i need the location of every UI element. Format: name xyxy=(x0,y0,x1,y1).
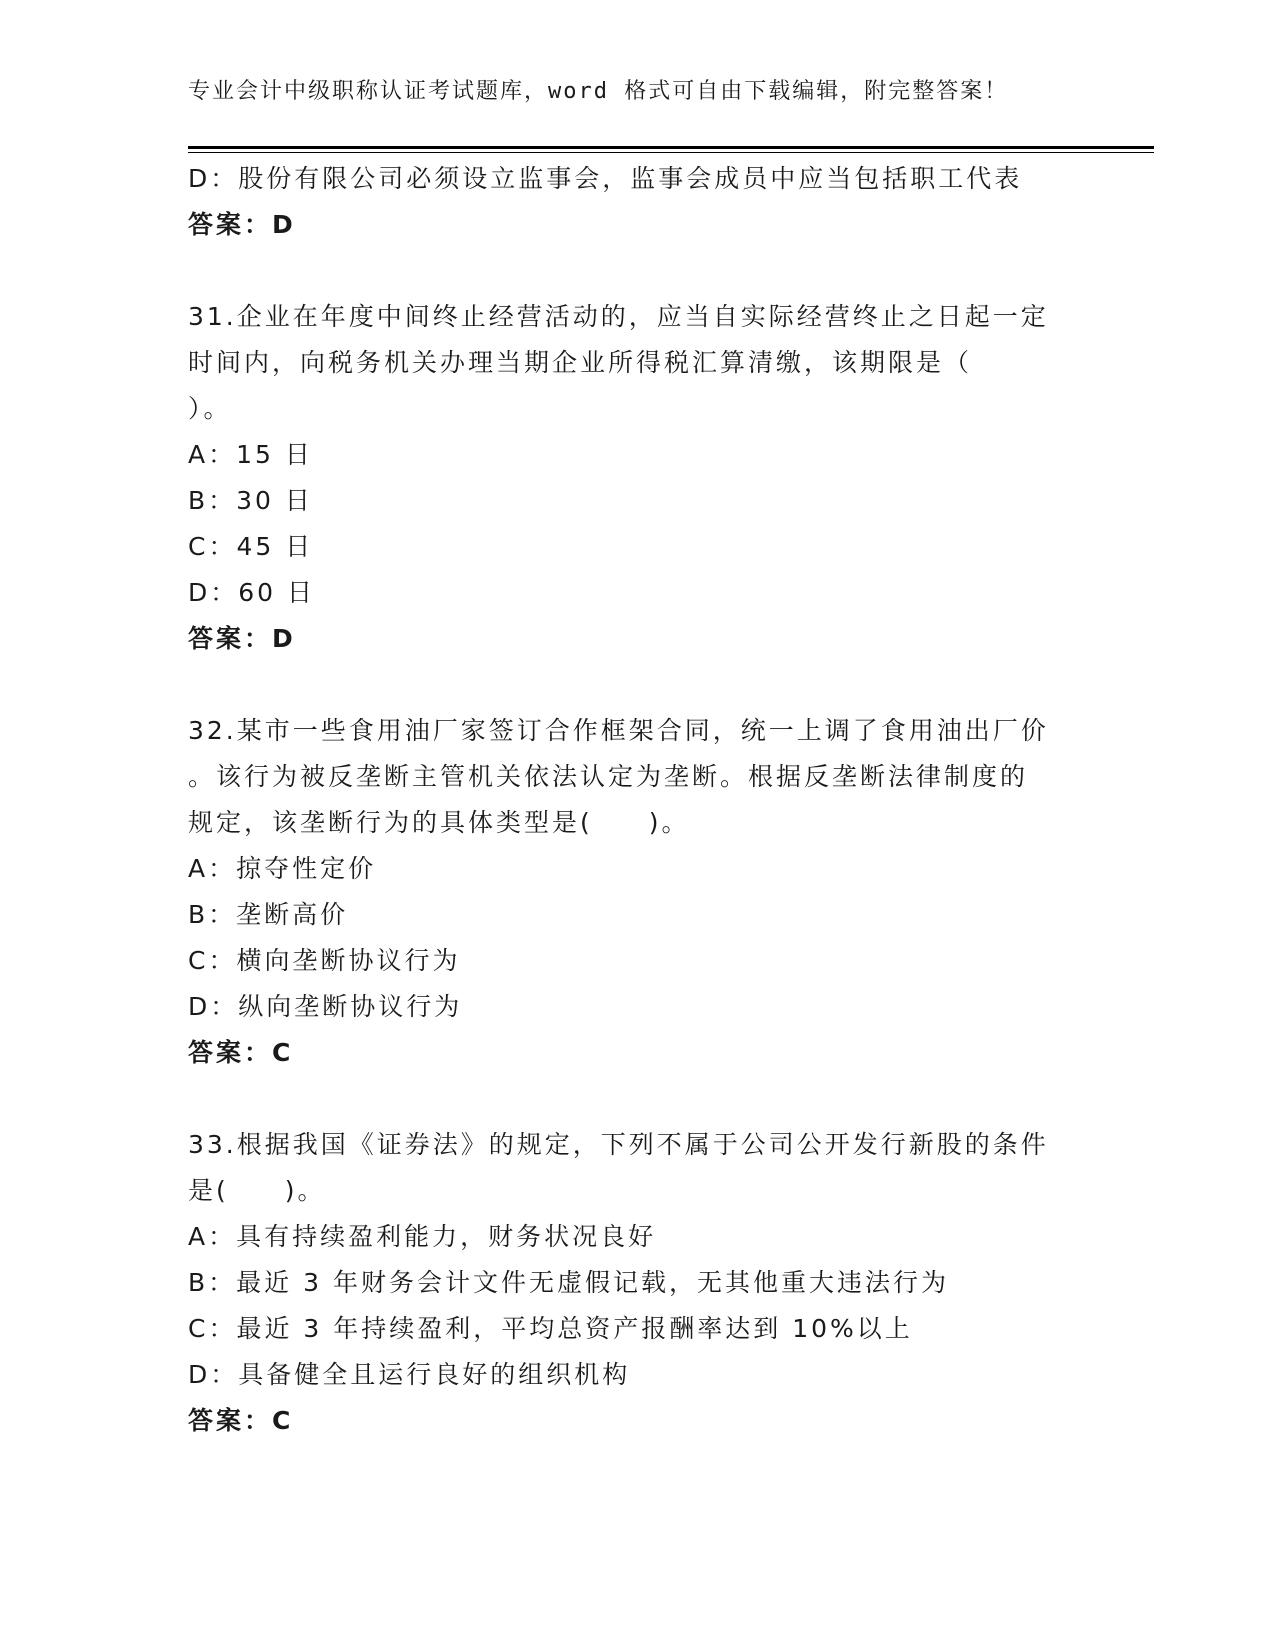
option-a: A：掠夺性定价 xyxy=(188,854,377,883)
question-list xyxy=(188,156,1088,1444)
option-d: D：纵向垄断协议行为 xyxy=(188,992,463,1021)
option-a: A：具有持续盈利能力，财务状况良好 xyxy=(188,1222,657,1251)
option-b: B：最近 3 年财务会计文件无虚假记载，无其他重大违法行为 xyxy=(188,1268,949,1297)
option-b: B：垄断高价 xyxy=(188,900,349,929)
option-c: C：横向垄断协议行为 xyxy=(188,946,461,975)
answer: 答案：C xyxy=(188,1038,294,1067)
question-stem: ）。 xyxy=(188,394,232,423)
question-stem: 。该行为被反垄断主管机关依法认定为垄断。根据反垄断法律制度的 xyxy=(188,762,1029,791)
header-rule-thick xyxy=(188,146,1154,149)
spacer xyxy=(188,662,1088,708)
page-header: 专业会计中级职称认证考试题库，word 格式可自由下载编辑，附完整答案！ xyxy=(188,79,1009,104)
option-c: C：最近 3 年持续盈利，平均总资产报酬率达到 10%以上 xyxy=(188,1314,913,1343)
question-stem: 31.企业在年度中间终止经营活动的，应当自实际经营终止之日起一定 xyxy=(188,302,1049,331)
question-32 xyxy=(188,708,1088,1076)
option-b: B：30 日 xyxy=(188,486,313,515)
question-31 xyxy=(188,294,1088,662)
option-d: D：具备健全且运行良好的组织机构 xyxy=(188,1360,631,1389)
option-d: D：60 日 xyxy=(188,578,316,607)
spacer xyxy=(188,1076,1088,1122)
question-stem: 32.某市一些食用油厂家签订合作框架合同，统一上调了食用油出厂价 xyxy=(188,716,1049,745)
spacer xyxy=(188,248,1088,294)
question-stem: 是( )。 xyxy=(188,1176,326,1205)
option-d: D：股份有限公司必须设立监事会，监事会成员中应当包括职工代表 xyxy=(188,164,1023,193)
question-30-tail xyxy=(188,156,1088,248)
question-stem: 规定，该垄断行为的具体类型是( )。 xyxy=(188,808,690,837)
option-a: A：15 日 xyxy=(188,440,313,469)
question-33 xyxy=(188,1122,1088,1444)
question-stem: 33.根据我国《证券法》的规定，下列不属于公司公开发行新股的条件 xyxy=(188,1130,1049,1159)
answer: 答案：C xyxy=(188,1406,294,1435)
answer: 答案：D xyxy=(188,210,296,239)
option-c: C：45 日 xyxy=(188,532,314,561)
header-rule-thin xyxy=(188,152,1154,153)
question-stem: 时间内，向税务机关办理当期企业所得税汇算清缴，该期限是（ xyxy=(188,348,973,377)
answer: 答案：D xyxy=(188,624,296,653)
